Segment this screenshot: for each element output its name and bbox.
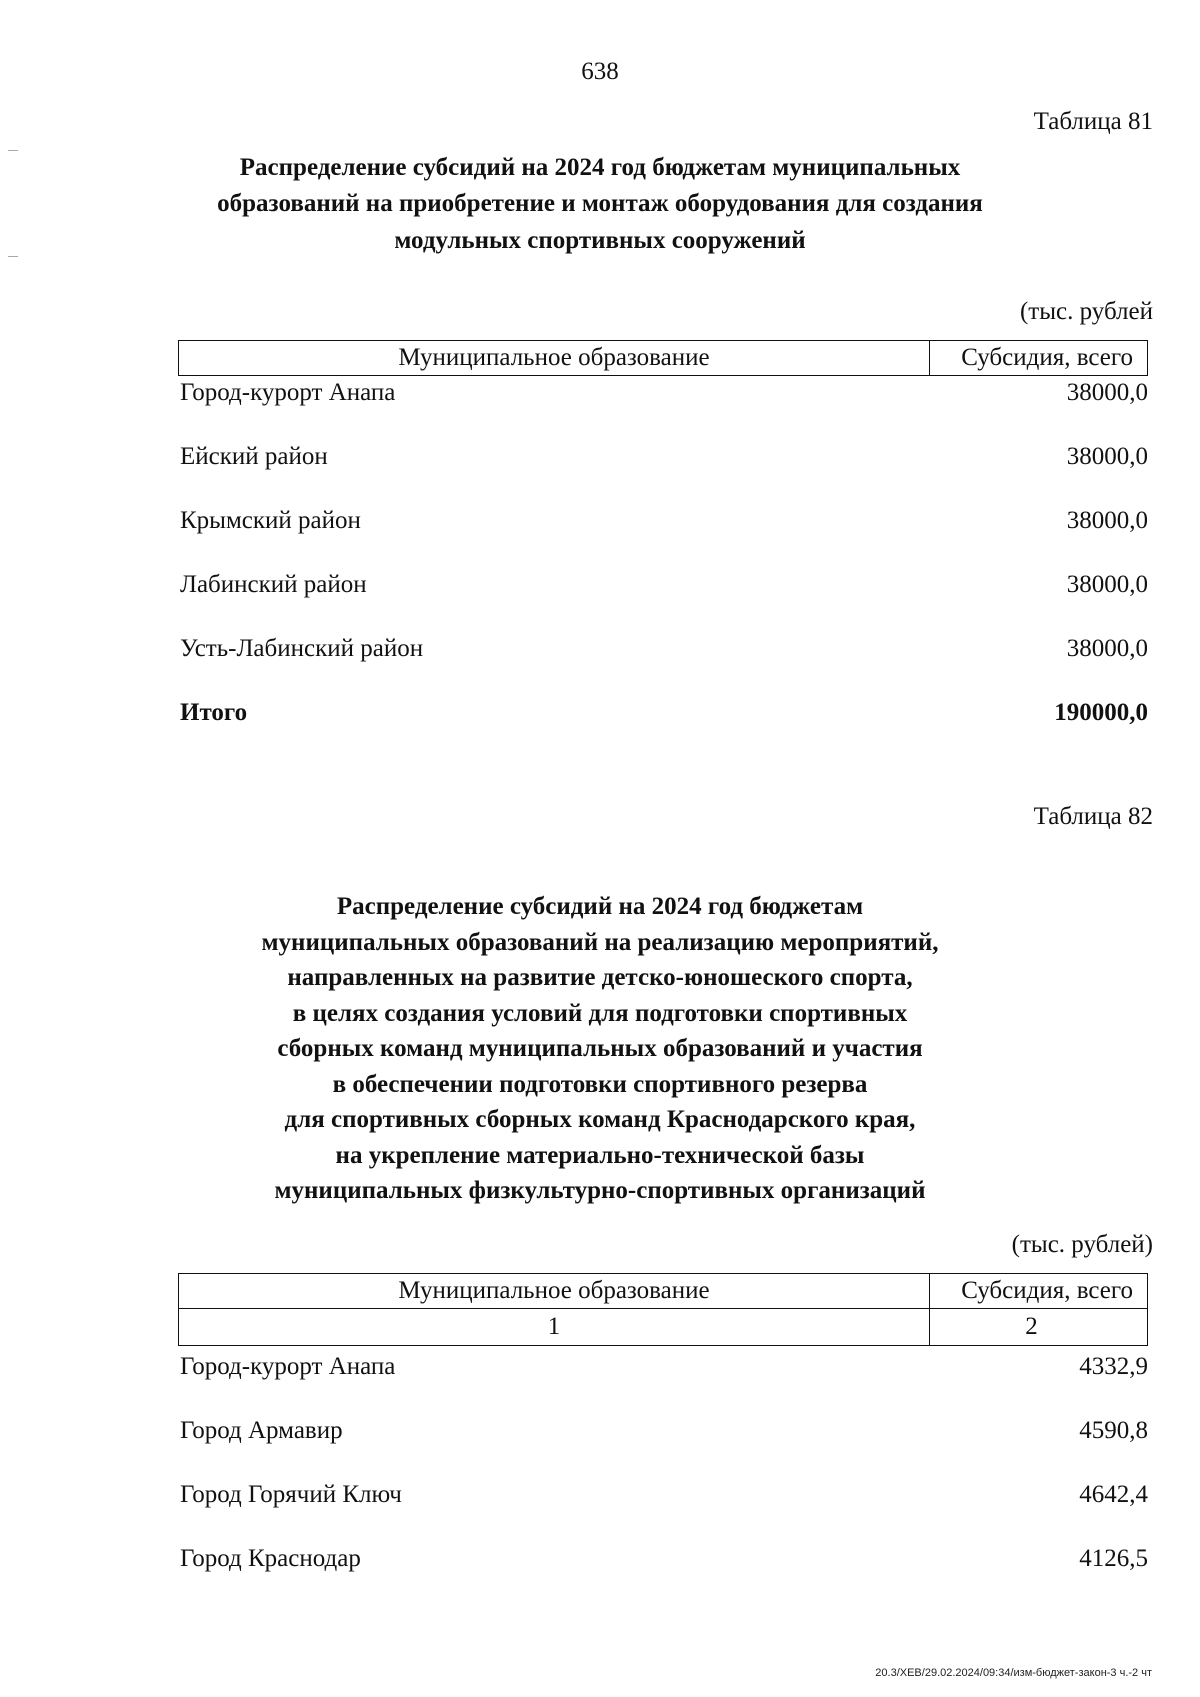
column-header-municipality: Муниципальное образование [179, 341, 930, 376]
row-name: Город Краснодар [180, 1545, 361, 1572]
table-row [180, 1353, 1148, 1417]
title-line: сборных команд муниципальных образований и участия [277, 1035, 923, 1062]
table-81-title [0, 150, 1200, 259]
row-value: 4590,8 [1079, 1417, 1148, 1444]
title-line: образований на приобретение и монтаж оборудования для создания [217, 190, 983, 218]
title-line: Распределение субсидий на 2024 год бюджетам муниципальных [239, 154, 961, 181]
row-value: 38000,0 [1066, 507, 1148, 534]
table-row [180, 507, 1148, 571]
column-number-2: 2 [930, 1309, 1148, 1346]
table-82-unit: (тыс. рублей) [1011, 1231, 1153, 1258]
row-value: 38000,0 [1066, 635, 1148, 662]
table-82-body [180, 1353, 1148, 1609]
table-row [180, 1545, 1148, 1609]
table-row [180, 635, 1148, 699]
row-name: Лабинский район [180, 571, 367, 598]
table-row [180, 571, 1148, 635]
column-header-subsidy: Субсидия, всего [930, 341, 1148, 376]
table-82-label: Таблица 82 [1033, 803, 1153, 830]
title-line: в обеспечении подготовки спортивного резерва [332, 1070, 868, 1098]
row-value: 4642,4 [1079, 1481, 1148, 1508]
table-82-header [178, 1273, 1148, 1346]
table-row [180, 443, 1148, 507]
title-line: для спортивных сборных команд Краснодарского края, [284, 1106, 916, 1133]
scan-mark [8, 256, 18, 257]
table-82-title [0, 889, 1200, 1209]
table-row [180, 1481, 1148, 1545]
title-line: муниципальных физкультурно-спортивных организаций [274, 1177, 926, 1204]
row-value: 38000,0 [1066, 571, 1148, 598]
title-line: на укрепление материально-технической базы [335, 1141, 865, 1169]
column-header-municipality: Муниципальное образование [179, 1274, 930, 1309]
table-81-label: Таблица 81 [1033, 108, 1153, 135]
title-line: муниципальных образований на реализацию мероприятий, [261, 928, 939, 956]
row-value: 4126,5 [1079, 1545, 1148, 1572]
row-name: Город Армавир [180, 1417, 343, 1444]
total-row [180, 699, 1148, 763]
table-81-header [178, 340, 1148, 376]
row-name: Город-курорт Анапа [180, 379, 396, 406]
table-81-unit: (тыс. рублей [1019, 298, 1153, 325]
title-line: в целях создания условий для подготовки спортивных [292, 999, 908, 1027]
table-row [180, 379, 1148, 443]
total-label: Итого [180, 699, 248, 726]
scan-mark [8, 150, 18, 151]
title-line: направленных на развитие детско-юношеского спорта, [287, 964, 913, 991]
row-value: 38000,0 [1066, 379, 1148, 406]
row-value: 4332,9 [1079, 1353, 1148, 1380]
row-name: Ейский район [180, 443, 328, 470]
title-line: модульных спортивных сооружений [394, 226, 806, 254]
total-value: 190000,0 [1054, 699, 1148, 726]
row-value: 38000,0 [1066, 443, 1148, 470]
page-number: 638 [581, 58, 619, 85]
column-number-1: 1 [179, 1309, 930, 1346]
row-name: Город Горячий Ключ [180, 1481, 402, 1508]
document-footer: 20.3/ХЕВ/29.02.2024/09:34/изм-бюджет-закон-3 ч.-2 чт [875, 1667, 1152, 1679]
row-name: Усть-Лабинский район [180, 635, 424, 662]
row-name: Город-курорт Анапа [180, 1353, 396, 1380]
column-header-subsidy: Субсидия, всего [930, 1274, 1148, 1309]
table-81-body [180, 379, 1148, 763]
title-line: Распределение субсидий на 2024 год бюджетам [336, 893, 864, 920]
table-row [180, 1417, 1148, 1481]
row-name: Крымский район [180, 507, 361, 534]
